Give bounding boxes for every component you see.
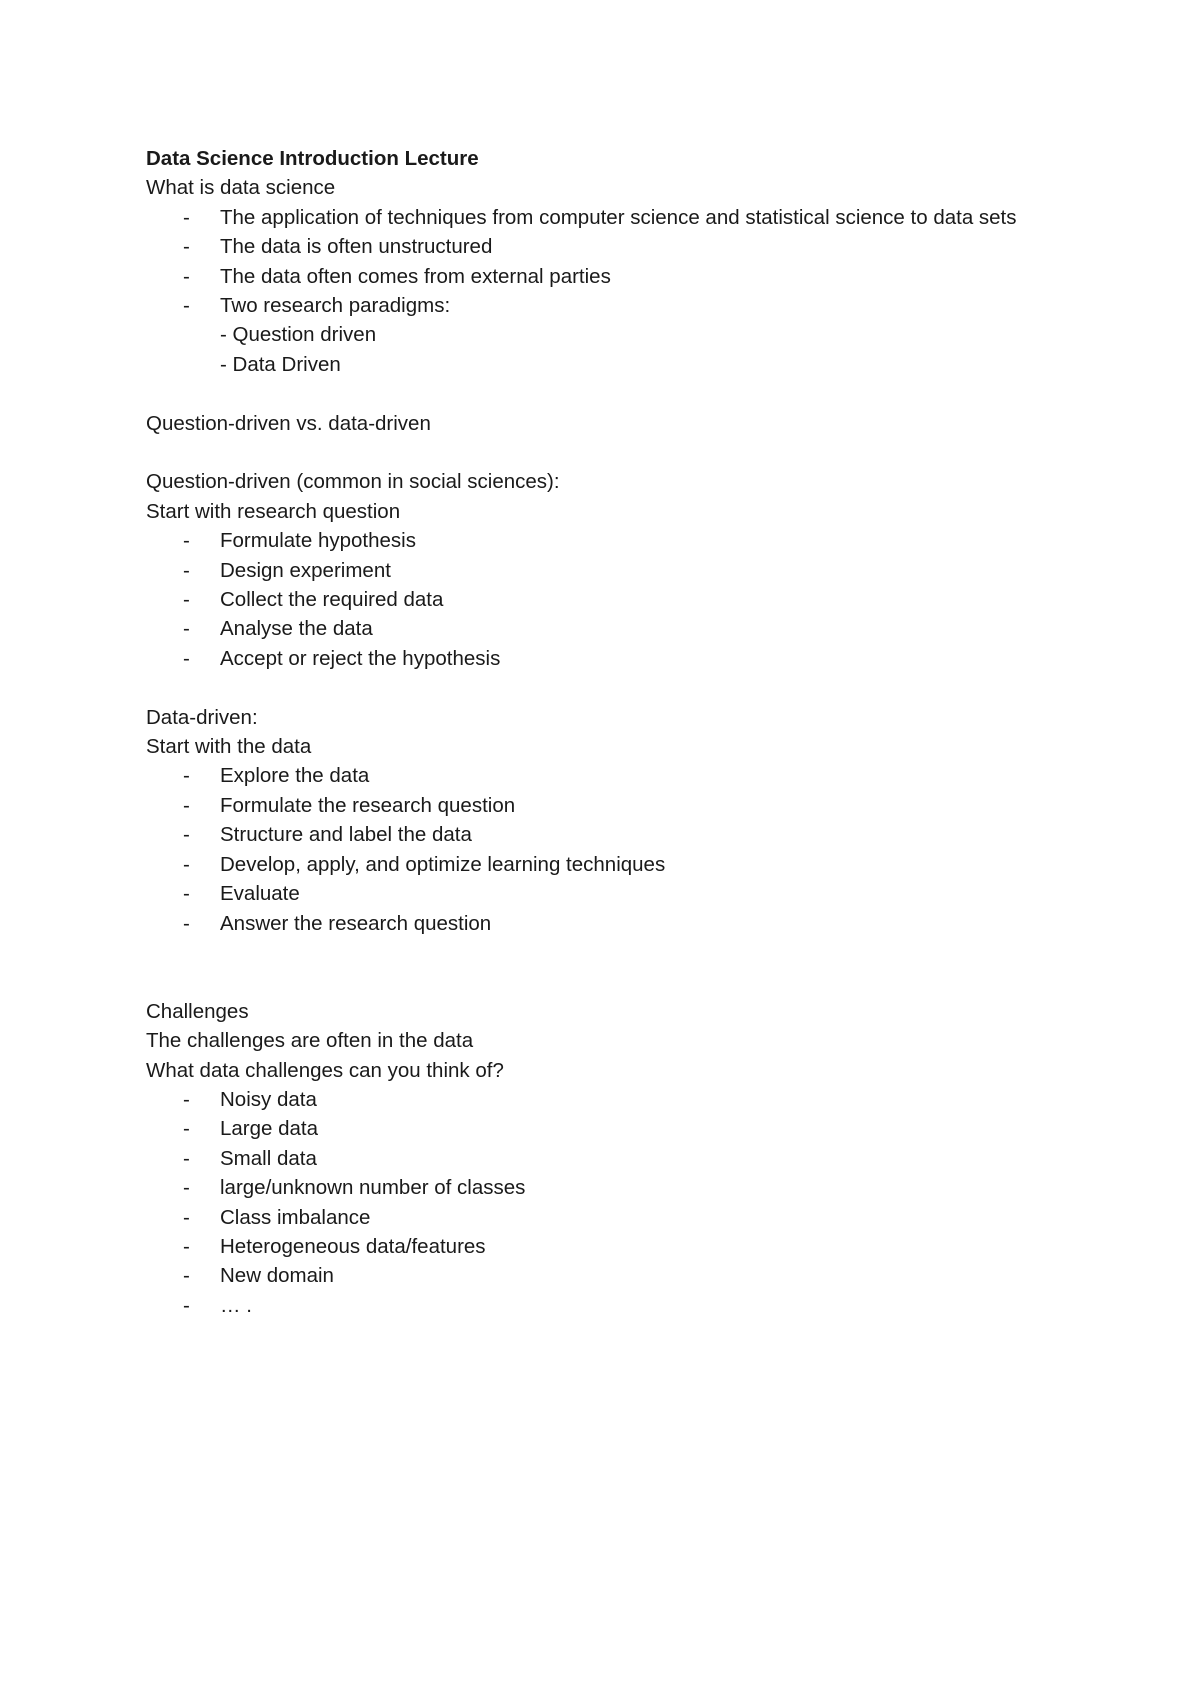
bullet-dash: -: [183, 646, 190, 670]
bullet-dash: -: [183, 764, 190, 788]
list-item-text: Small data: [220, 1146, 317, 1170]
spacer: [146, 938, 1086, 997]
bullet-dash: -: [183, 588, 190, 612]
list-item-text: Design experiment: [220, 558, 391, 582]
bullet-dash: -: [183, 1205, 190, 1229]
list-item: [146, 1232, 1086, 1261]
list-item-text: Noisy data: [220, 1087, 317, 1111]
section-intro: Start with research question: [146, 499, 401, 523]
bullet-dash: -: [183, 882, 190, 906]
bullet-dash: -: [183, 1293, 190, 1317]
list-item: [146, 203, 1086, 232]
section-heading-question-driven: Question-driven (common in social sciences):: [146, 470, 560, 494]
sub-list-item: - Data Driven: [220, 352, 341, 376]
list-item-text: The data is often unstructured: [220, 235, 493, 259]
list-item: [146, 232, 1086, 261]
section-heading-question-vs-data: Question-driven vs. data-driven: [146, 411, 431, 435]
section-heading-what-is-data-science: What is data science: [146, 176, 336, 200]
document-title: Data Science Introduction Lecture: [146, 147, 479, 170]
list-item-text: Structure and label the data: [220, 823, 472, 847]
list-item-text: Analyse the data: [220, 617, 373, 641]
bullet-dash: -: [183, 823, 190, 847]
list-item-text: large/unknown number of classes: [220, 1176, 526, 1200]
list-item: [146, 1203, 1086, 1232]
bullet-dash: -: [183, 205, 190, 229]
list-item-text: Answer the research question: [220, 911, 492, 935]
list-item: [146, 556, 1086, 585]
bullet-dash: -: [183, 529, 190, 553]
list-item: [146, 791, 1086, 820]
bullet-dash: -: [183, 1264, 190, 1288]
list-item: [146, 909, 1086, 938]
list-item-text: Formulate the research question: [220, 793, 516, 817]
list-item: [146, 614, 1086, 643]
bullet-dash: -: [183, 852, 190, 876]
list-item-text: Develop, apply, and optimize learning techniques: [220, 852, 666, 876]
list-item-text: Evaluate: [220, 882, 300, 906]
list-item-text: Heterogeneous data/features: [220, 1234, 486, 1258]
section-heading-data-driven: Data-driven:: [146, 705, 258, 729]
list-item-text: … .: [220, 1293, 252, 1317]
spacer: [146, 438, 1086, 467]
spacer: [146, 379, 1086, 408]
bullet-dash: -: [183, 294, 190, 318]
list-item-text: Two research paradigms:: [220, 294, 451, 318]
list-item: [146, 1144, 1086, 1173]
list-item-text: Collect the required data: [220, 588, 444, 612]
list-item-text: The application of techniques from computer science and statistical science to data sets: [220, 205, 1017, 229]
section-intro: Start with the data: [146, 735, 312, 759]
bullet-dash: -: [183, 1146, 190, 1170]
list-item: [146, 850, 1086, 879]
list-item: [146, 879, 1086, 908]
list-item-text: Class imbalance: [220, 1205, 371, 1229]
list-item-text: The data often comes from external parties: [220, 264, 611, 288]
list-item: [146, 1085, 1086, 1114]
list-item: [146, 1261, 1086, 1290]
section-text: What data challenges can you think of?: [146, 1058, 504, 1082]
spacer: [146, 673, 1086, 702]
list-item: [146, 1173, 1086, 1202]
list-item-text: New domain: [220, 1264, 334, 1288]
section-heading-challenges: Challenges: [146, 999, 249, 1023]
list-item-text: Large data: [220, 1117, 319, 1141]
bullet-dash: -: [183, 235, 190, 259]
list-item: [146, 644, 1086, 673]
list-item-text: Explore the data: [220, 764, 370, 788]
bullet-dash: -: [183, 911, 190, 935]
bullet-dash: -: [183, 1176, 190, 1200]
bullet-dash: -: [183, 1234, 190, 1258]
document-page: [146, 144, 1086, 1320]
list-item: [146, 526, 1086, 555]
list-item: [146, 585, 1086, 614]
bullet-dash: -: [183, 1117, 190, 1141]
sub-list-item: - Question driven: [220, 323, 377, 347]
list-item-text: Formulate hypothesis: [220, 529, 416, 553]
list-item: [146, 820, 1086, 849]
list-item-text: Accept or reject the hypothesis: [220, 646, 501, 670]
bullet-dash: -: [183, 558, 190, 582]
list-item: [146, 1114, 1086, 1143]
bullet-dash: -: [183, 793, 190, 817]
list-item: [146, 262, 1086, 291]
bullet-dash: -: [183, 1087, 190, 1111]
bullet-dash: -: [183, 617, 190, 641]
list-item: [146, 291, 1086, 320]
list-item: [146, 761, 1086, 790]
list-item: [146, 1291, 1086, 1320]
section-text: The challenges are often in the data: [146, 1029, 474, 1053]
bullet-dash: -: [183, 264, 190, 288]
